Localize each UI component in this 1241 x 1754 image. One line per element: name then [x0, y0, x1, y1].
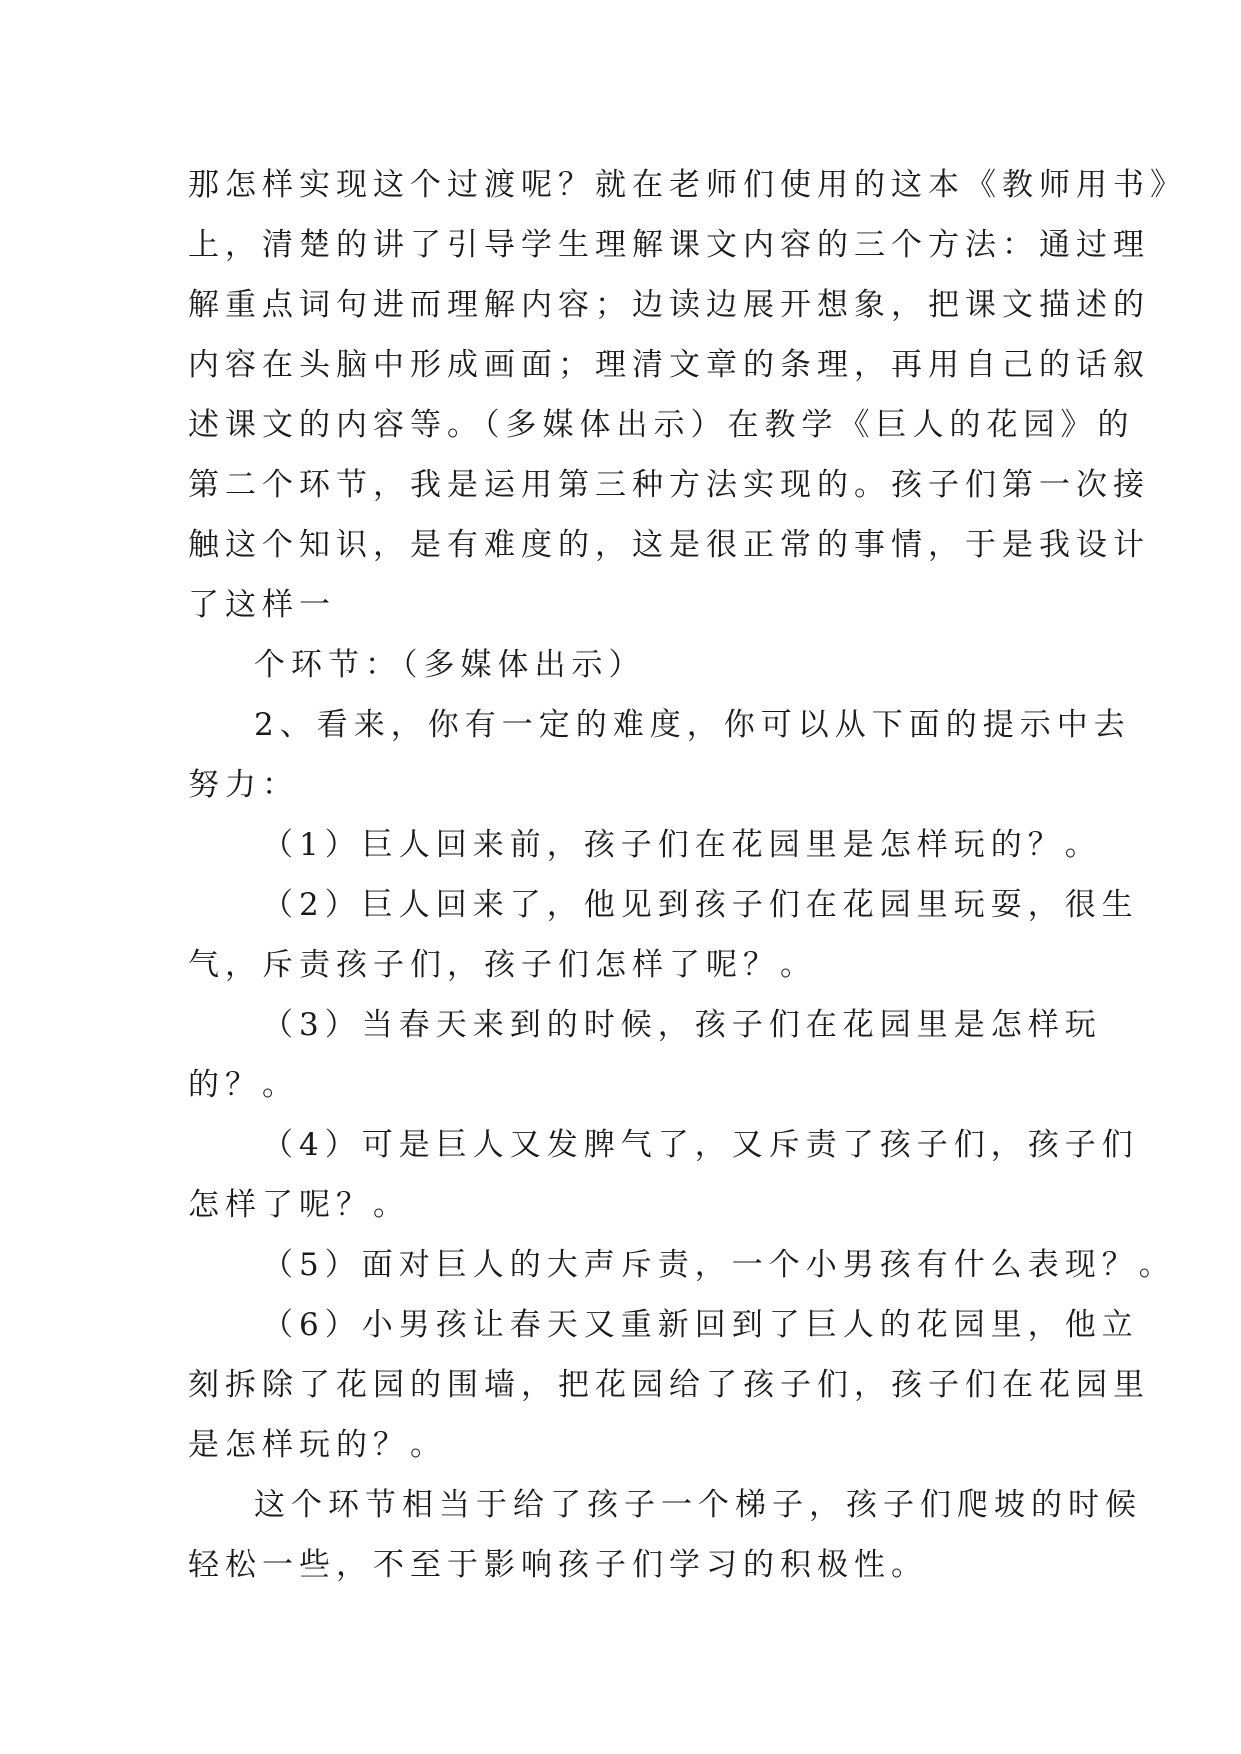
text-line: 上，清楚的讲了引导学生理解课文内容的三个方法：通过理 — [188, 227, 1150, 263]
document-body — [188, 155, 1187, 1595]
text-line: 第二个环节，我是运用第三种方法实现的。孩子们第一次接 — [188, 467, 1150, 503]
text-line: 那怎样实现这个过渡呢？就在老师们使用的这本《教师用书》 — [188, 167, 1187, 203]
text-line: 是怎样玩的？。 — [188, 1427, 447, 1463]
hint-item: （2）巨人回来了，他见到孩子们在花园里玩耍，很生 — [262, 887, 1139, 923]
text-line: 气，斥责孩子们，孩子们怎样了呢？。 — [188, 947, 817, 983]
hint-item: （4）可是巨人又发脾气了，又斥责了孩子们，孩子们 — [262, 1127, 1139, 1163]
hint-item: （3）当春天来到的时候，孩子们在花园里是怎样玩 — [262, 1007, 1102, 1043]
text-line: 述课文的内容等。（多媒体出示）在教学《巨人的花园》的 — [188, 407, 1135, 443]
text-line: 内容在头脑中形成画面；理清文章的条理，再用自己的话叙 — [188, 347, 1150, 383]
text-line: 了这样一 — [188, 587, 336, 623]
text-line: 触这个知识，是有难度的，这是很正常的事情，于是我设计 — [188, 527, 1150, 563]
text-line: 轻松一些，不至于影响孩子们学习的积极性。 — [188, 1547, 928, 1583]
text-line: 怎样了呢？。 — [188, 1187, 410, 1223]
hint-item: （1）巨人回来前，孩子们在花园里是怎样玩的？。 — [262, 827, 1102, 863]
hint-item: （6）小男孩让春天又重新回到了巨人的花园里，他立 — [262, 1307, 1139, 1343]
text-line: 解重点词句进而理解内容；边读边展开想象，把课文描述的 — [188, 287, 1150, 323]
text-line: 个环节：（多媒体出示） — [254, 647, 646, 683]
text-line: 2、看来，你有一定的难度，你可以从下面的提示中去 — [254, 707, 1131, 743]
text-line: 努力： — [188, 767, 299, 803]
text-line: 刻拆除了花园的围墙，把花园给了孩子们，孩子们在花园里 — [188, 1367, 1150, 1403]
text-line: 的？。 — [188, 1067, 299, 1103]
text-line: 这个环节相当于给了孩子一个梯子，孩子们爬坡的时候 — [254, 1487, 1142, 1523]
hint-item: （5）面对巨人的大声斥责，一个小男孩有什么表现？。 — [262, 1247, 1176, 1283]
